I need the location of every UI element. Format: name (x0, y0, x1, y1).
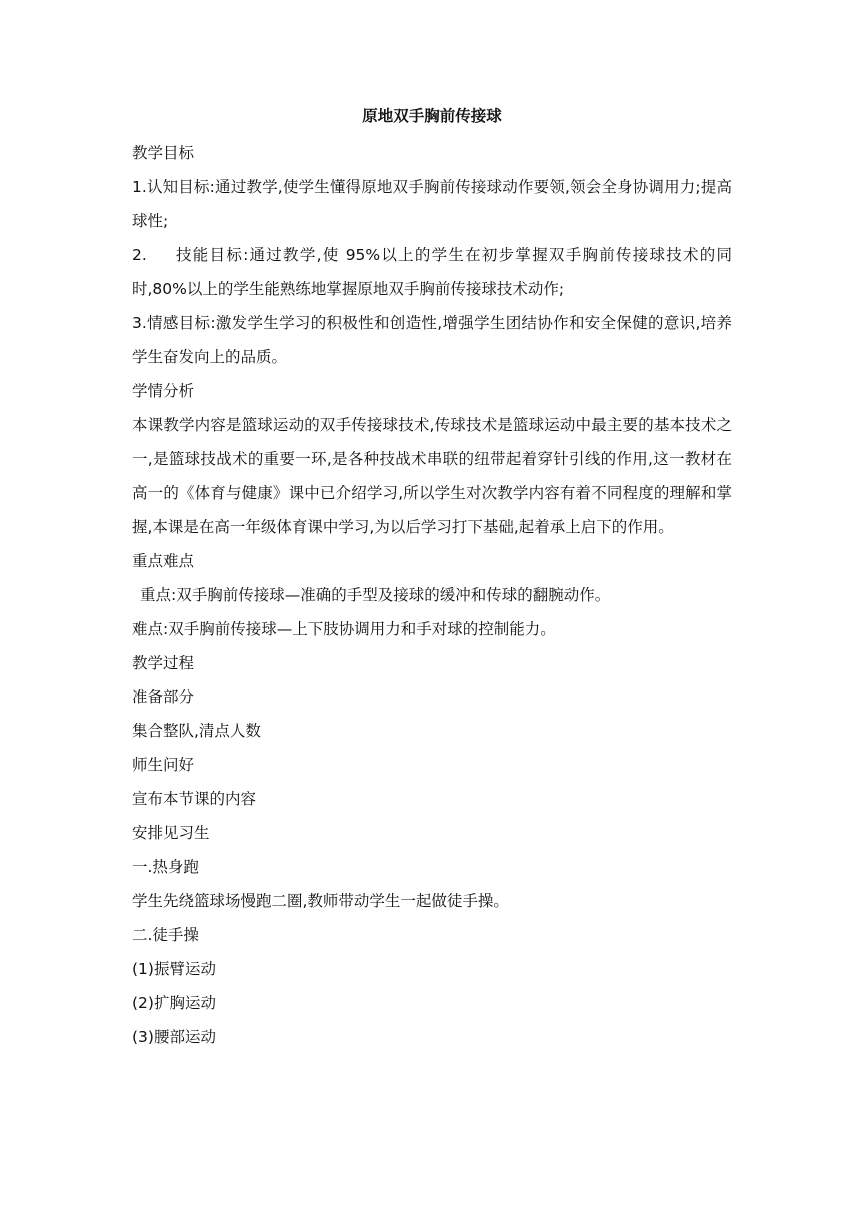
objective-2 (132, 238, 732, 306)
objective-1: 1.认知目标:通过教学,使学生懂得原地双手胸前传接球动作要领,领会全身协调用力;提高球性; (132, 178, 732, 230)
difficulty-point: 难点:双手胸前传接球—上下肢协调用力和手对球的控制能力。 (132, 620, 556, 638)
prep-item: 集合整队,清点人数 (132, 722, 261, 740)
process-heading: 教学过程 (132, 654, 195, 672)
exercise-heading: 二.徒手操 (132, 926, 199, 944)
key-point: 重点:双手胸前传接球—准确的手型及接球的缓冲和传球的翻腕动作。 (140, 586, 611, 604)
prep-item: 师生问好 (132, 756, 195, 774)
prep-item: 宣布本节课的内容 (132, 790, 257, 808)
key-heading: 重点难点 (132, 552, 195, 570)
objectives-heading: 教学目标 (132, 144, 195, 162)
warmup-text: 学生先绕篮球场慢跑二圈,教师带动学生一起做徒手操。 (132, 892, 509, 910)
objective-2-text: 技能目标:通过教学,使 95%以上的学生在初步掌握双手胸前传接球技术的同时,80%以上的学生能熟练地掌握原地双手胸前传接球技术动作; (132, 246, 732, 298)
objective-2-number: 2. (132, 246, 147, 264)
prep-heading: 准备部分 (132, 688, 195, 706)
prep-item: 安排见习生 (132, 824, 210, 842)
exercise-item: (3)腰部运动 (132, 1028, 216, 1046)
exercise-item: (1)振臂运动 (132, 960, 216, 978)
objective-3: 3.情感目标:激发学生学习的积极性和创造性,增强学生团结协作和安全保健的意识,培养学生奋发向上的品质。 (132, 314, 732, 366)
analysis-heading: 学情分析 (132, 382, 195, 400)
exercise-item: (2)扩胸运动 (132, 994, 216, 1012)
analysis-text: 本课教学内容是篮球运动的双手传接球技术,传球技术是篮球运动中最主要的基本技术之一,是篮球技战术的重要一环,是各种技战术串联的纽带起着穿针引线的作用,这一教材在高一的《体育与健康》课中已介绍学习,所以学生对次教学内容有着不同程度的理解和掌握,本课是在高一年级体育课中学习,为以后学习打下基础,起着承上启下的作用。 (132, 416, 732, 536)
warmup-heading: 一.热身跑 (132, 858, 199, 876)
document-page (132, 104, 732, 1054)
document-title: 原地双手胸前传接球 (362, 107, 502, 125)
